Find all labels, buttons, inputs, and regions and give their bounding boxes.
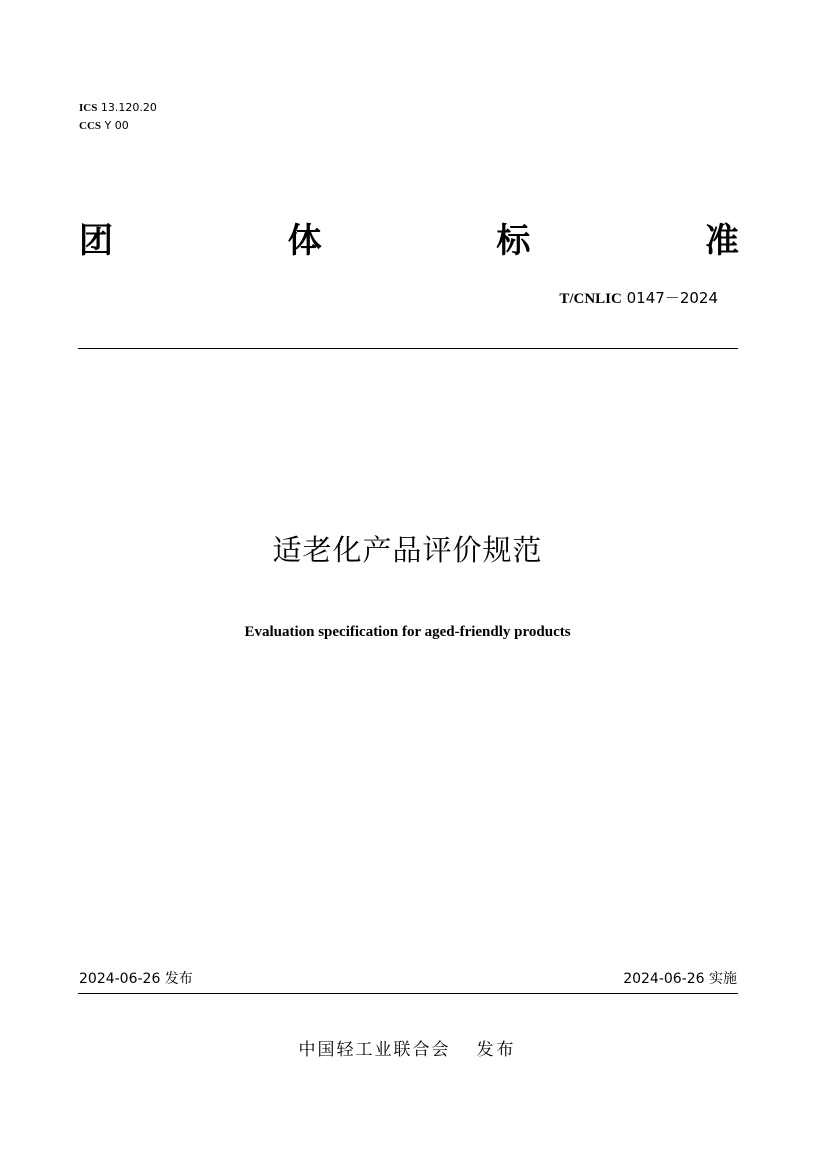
document-title-chinese: 适老化产品评价规范 [272,533,543,567]
implementation-date: 2024-06-26 实施 [623,971,737,987]
standard-type-char: 体 [287,220,322,261]
release-date: 2024-06-26 发布 [79,971,193,987]
ccs-value: Y 00 [104,119,129,132]
ccs-label: CCS [79,120,102,132]
ccs-code [79,117,157,135]
ics-value: 13.120.20 [100,101,157,114]
bottom-divider [78,993,738,994]
classification-codes [79,99,157,135]
standard-number [559,287,718,308]
publisher-line [0,1035,815,1060]
top-divider [78,348,738,349]
document-title-english: Evaluation specification for aged-friendly products [244,624,571,640]
publisher-action: 发布 [476,1040,517,1060]
publisher-organization: 中国轻工业联合会 [298,1040,451,1060]
standard-type-char: 标 [496,220,531,261]
standard-type-char: 团 [79,220,113,261]
ics-code [79,99,157,117]
standard-type-char: 准 [704,220,739,261]
standard-number-value: 0147－2024 [626,289,718,307]
standard-number-prefix: T/CNLIC [559,291,622,307]
ics-label: ICS [79,102,98,114]
standard-type-heading [79,213,739,261]
